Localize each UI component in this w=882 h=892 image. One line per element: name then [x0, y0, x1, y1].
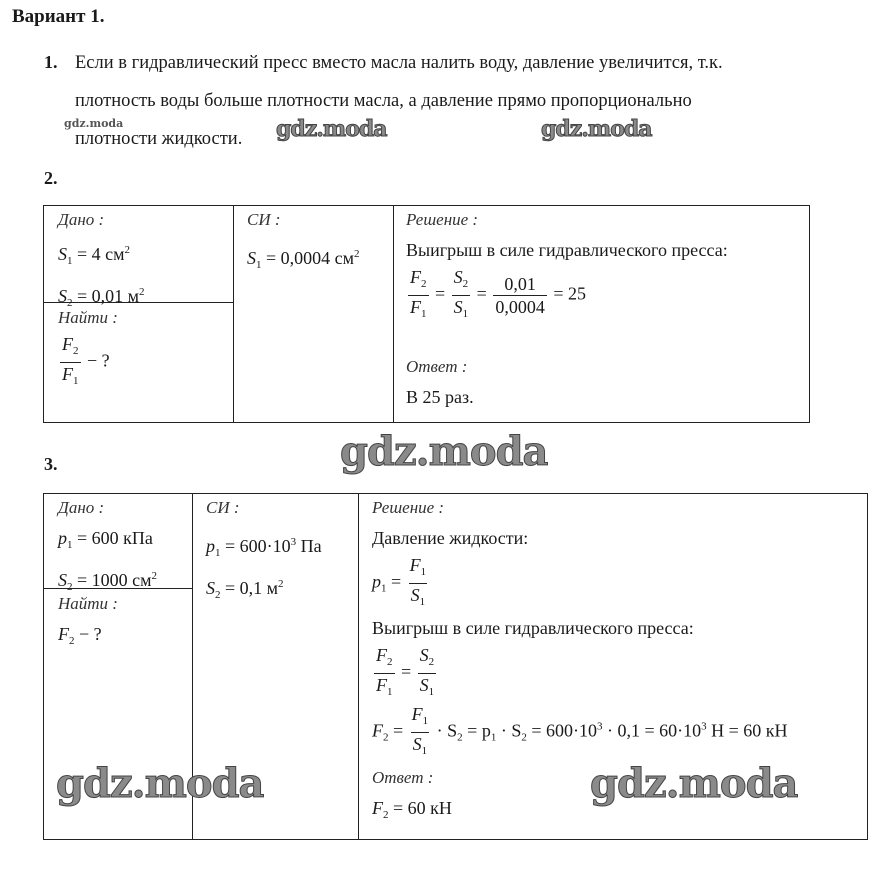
si-section [247, 204, 360, 281]
pressure-text: Давление жидкости: [372, 528, 529, 548]
watermark: gdz.moda [590, 760, 798, 807]
answer-text: В 25 раз. [406, 387, 474, 407]
si-item: $S_2 = 0,1$ $м^2$ [206, 578, 284, 601]
given-label: Дано : [58, 210, 105, 229]
solution-text: Выигрыш в силе гидравлического пресса: [406, 240, 728, 260]
find-label: Найти : [58, 594, 118, 613]
column-divider [393, 206, 394, 422]
column-divider [358, 494, 359, 839]
given-section [58, 492, 157, 603]
task1-text [75, 44, 865, 158]
watermark: gdz.moda [276, 116, 387, 142]
find-label: Найти : [58, 308, 118, 327]
si-section [206, 492, 322, 611]
find-item: $\frac{F_2}{F_1}$ − ? [58, 333, 118, 392]
watermark: gdz.moda [340, 428, 548, 475]
given-item: $p_1 = 600$ кПа [58, 528, 153, 551]
answer-label: Ответ : [406, 357, 468, 376]
find-section [58, 588, 118, 657]
variant-title: Вариант 1. [12, 6, 105, 27]
solution-label: Решение : [372, 498, 445, 517]
pressure-formula: $p_1$ = $\frac{F_1}{S_1}$ [372, 554, 862, 613]
task1-number: 1. [44, 52, 58, 72]
si-item: $p_1 = 600\cdot 10^3$ Па [206, 536, 322, 559]
solution-section [406, 204, 806, 413]
si-label: СИ : [247, 210, 281, 229]
column-divider [233, 206, 234, 422]
si-label: СИ : [206, 498, 240, 517]
task1-line: Если в гидравлический пресс вместо масла налить воду, давление увеличится, т.к. [75, 53, 723, 73]
gain-formula: $\frac{F_2}{F_1}$ = $\frac{S_2}{S_1}$ [372, 644, 862, 703]
task1-line: плотность воды больше плотности масла, а давление прямо пропорционально [75, 91, 692, 111]
gain-text: Выигрыш в силе гидравлического пресса: [372, 618, 694, 638]
final-formula: $F_2$ = $\frac{F_1}{S_1}$ · $S_2 = p_1 \cdot S_2 = 600\cdot 10^3 \cdot 0,1 = 60\cdot 10^3$ Н = 60 кН [372, 703, 862, 762]
given-item: $S_1 = 4$ $см^2$ [58, 244, 131, 267]
task3-number: 3. [44, 454, 58, 474]
solution-label: Решение : [406, 210, 479, 229]
solution-formula: $\frac{F_2}{F_1}$ = $\frac{S_2}{S_1}$ = $\frac{0,01}{0,0004}$ = 25 [406, 266, 806, 325]
find-item: $F_2$ − ? [58, 624, 102, 647]
given-item: $S_2 = 0,01$ $м^2$ [58, 286, 145, 309]
task1-line: плотности жидкости. [75, 129, 243, 149]
answer-text: $F_2 = 60$ кН [372, 798, 452, 821]
watermark: gdz.moda [64, 117, 124, 130]
task2-table [43, 205, 810, 423]
given-label: Дано : [58, 498, 105, 517]
si-item: $S_1 = 0,0004$ $см^2$ [247, 248, 360, 271]
watermark: gdz.moda [541, 116, 652, 142]
task2-number: 2. [44, 168, 58, 188]
find-section [58, 302, 118, 392]
given-item: $S_2 = 1000$ $см^2$ [58, 570, 158, 593]
answer-label: Ответ : [372, 768, 434, 787]
watermark: gdz.moda [56, 760, 264, 807]
